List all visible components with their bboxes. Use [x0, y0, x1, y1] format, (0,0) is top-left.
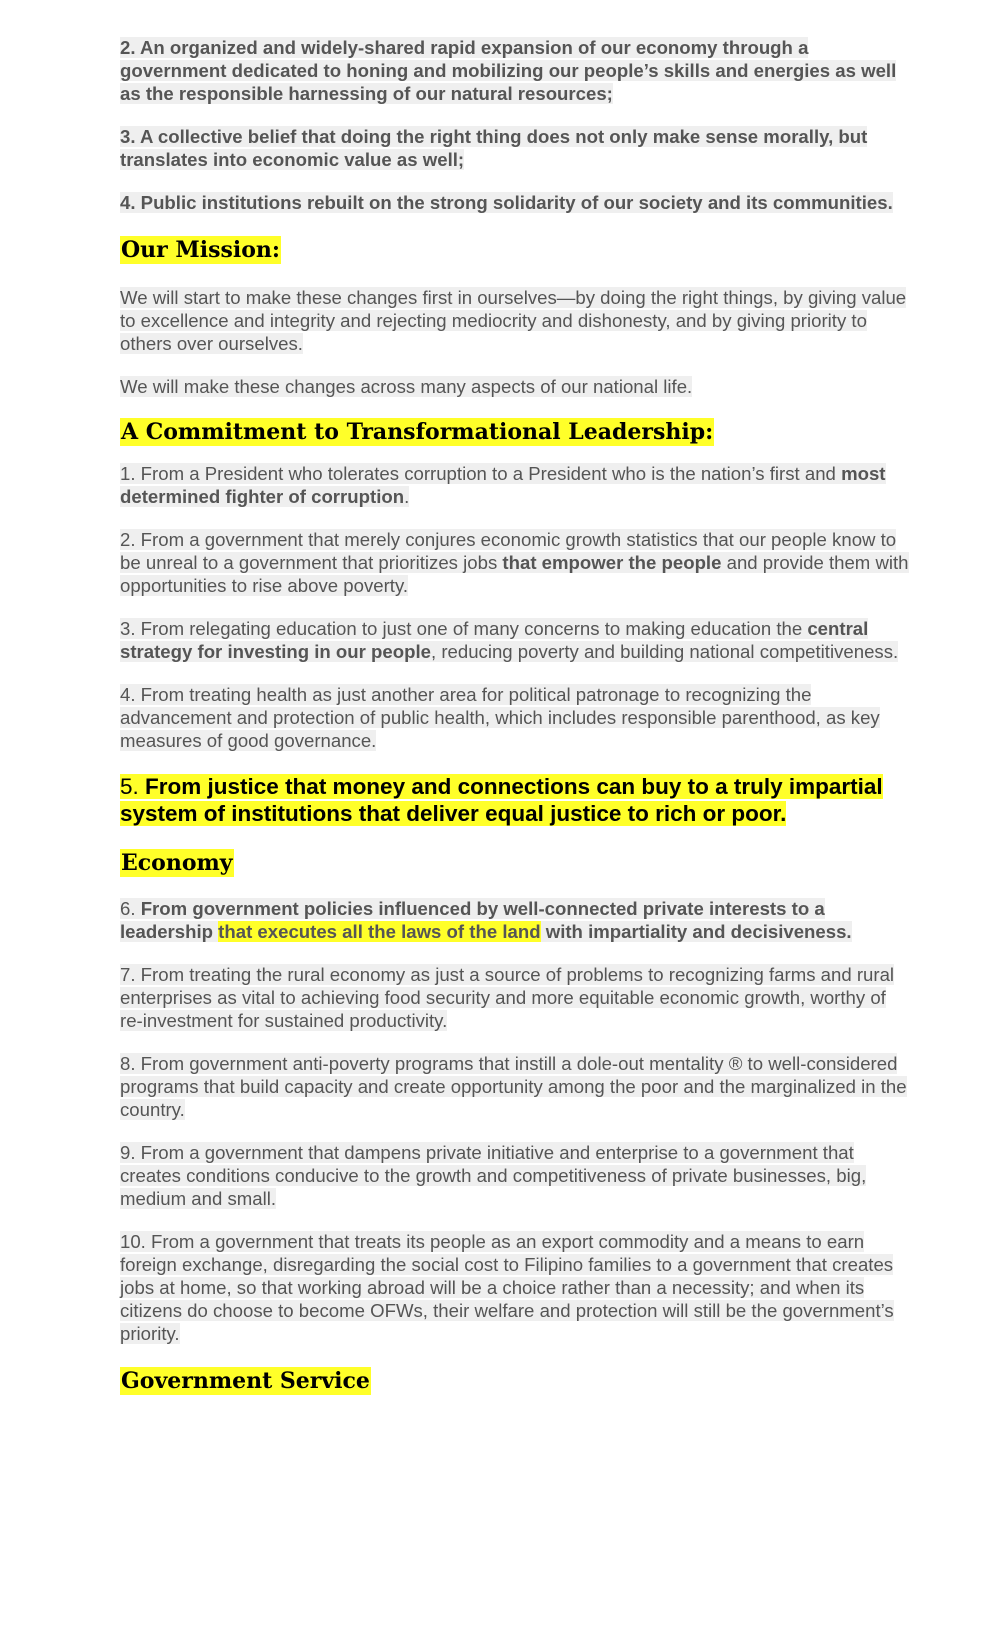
leadership-item-5: 5. From justice that money and connections can buy to a truly impartial system of institutions that deliver equal justice to rich or poor.	[120, 774, 883, 826]
mission-paragraph-1: We will start to make these changes first in ourselves—by doing the right things, by giving value to excellence and integrity and rejecting mediocrity and dishonesty, and by giving priority to others over ourselves.	[120, 287, 907, 354]
intro-point-3: 3. A collective belief that doing the right thing does not only make sense morally, but translates into economic value as well;	[120, 126, 868, 170]
economy-heading: Economy	[121, 850, 233, 876]
economy-item-6: 6. From government policies influenced by well-connected private interests to a leadership that executes all the laws of the land with impartiality and decisiveness.	[120, 898, 852, 942]
leadership-item-2: 2. From a government that merely conjures economic growth statistics that our people know to be unreal to a government that prioritizes jobs that empower the people and provide them with opportunities to rise above poverty.	[120, 529, 909, 596]
leadership-item-4: 4. From treating health as just another area for political patronage to recognizing the advancement and protection of public health, which includes responsible parenthood, as key measures of good governance.	[120, 684, 880, 751]
government-service-heading: Government Service	[121, 1368, 370, 1394]
economy-item-7: 7. From treating the rural economy as just a source of problems to recognizing farms and rural enterprises as vital to achieving food security and more equitable economic growth, worthy of re-investment for sustained productivity.	[120, 964, 895, 1031]
leadership-heading: A Commitment to Transformational Leadership:	[121, 419, 714, 445]
intro-point-4: 4. Public institutions rebuilt on the strong solidarity of our society and its communities.	[120, 192, 893, 213]
leadership-item-3: 3. From relegating education to just one of many concerns to making education the central strategy for investing in our people, reducing poverty and building national competitiveness.	[120, 618, 899, 662]
intro-point-2: 2. An organized and widely-shared rapid expansion of our economy through a government dedicated to honing and mobilizing our people’s skills and energies as well as the responsible harnessing of our natural resources;	[120, 37, 897, 104]
mission-heading: Our Mission:	[121, 237, 281, 263]
leadership-item-1: 1. From a President who tolerates corruption to a President who is the nation’s first and most determined fighter of corruption.	[120, 463, 886, 507]
economy-item-10: 10. From a government that treats its people as an export commodity and a means to earn foreign exchange, disregarding the social cost to Filipino families to a government that creates jobs at home, so that working abroad will be a choice rather than a necessity; and when its citizens do choose to become OFWs, their welfare and protection will still be the government’s priority.	[120, 1231, 894, 1344]
document-page	[120, 36, 910, 1395]
economy-item-8: 8. From government anti-poverty programs that instill a dole-out mentality ® to well-considered programs that build capacity and create opportunity among the poor and the marginalized in the country.	[120, 1053, 907, 1120]
economy-item-9: 9. From a government that dampens private initiative and enterprise to a government that creates conditions conducive to the growth and competitiveness of private businesses, big, medium and small.	[120, 1142, 867, 1209]
mission-paragraph-2: We will make these changes across many aspects of our national life.	[120, 376, 693, 397]
